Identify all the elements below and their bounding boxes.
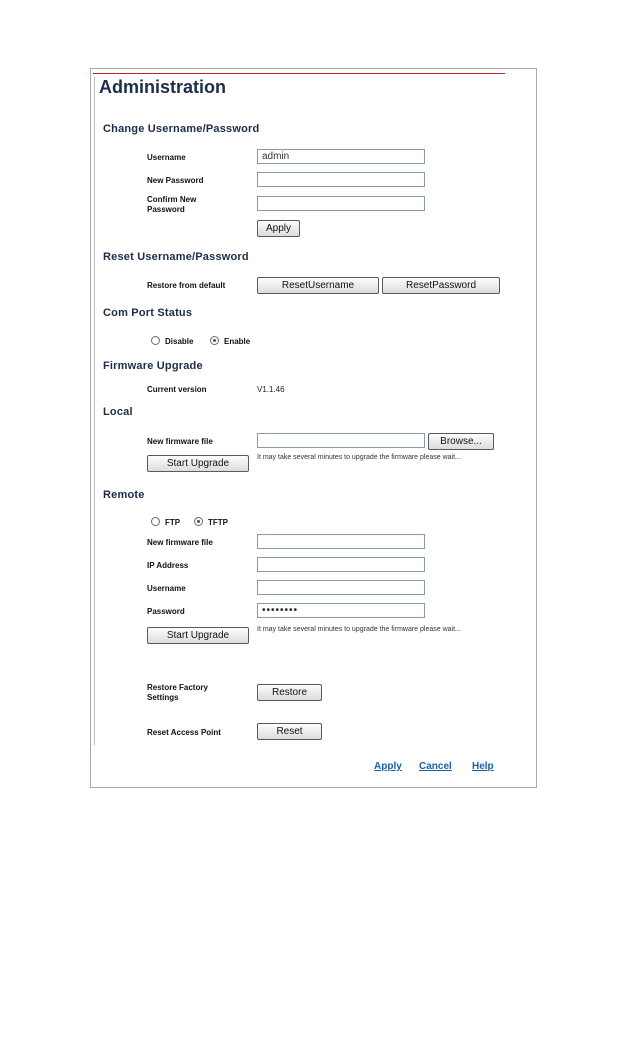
change-credentials-heading: Change Username/Password xyxy=(103,123,260,135)
restore-button[interactable]: Restore xyxy=(257,684,322,701)
local-start-upgrade-button[interactable]: Start Upgrade xyxy=(147,455,249,472)
remote-heading: Remote xyxy=(103,489,145,501)
com-port-heading: Com Port Status xyxy=(103,307,193,319)
local-upgrade-note: It may take several minutes to upgrade the firmware please wait... xyxy=(257,454,461,461)
browse-button[interactable]: Browse... xyxy=(428,433,494,450)
remote-username-label: Username xyxy=(147,584,186,593)
local-file-label: New firmware file xyxy=(147,437,213,446)
new-password-label: New Password xyxy=(147,176,204,185)
current-version-label: Current version xyxy=(147,385,207,394)
ftp-label: FTP xyxy=(165,518,181,527)
new-password-input[interactable] xyxy=(257,172,425,187)
restore-default-label: Restore from default xyxy=(147,281,226,290)
remote-file-input[interactable] xyxy=(257,534,425,549)
ip-address-label: IP Address xyxy=(147,561,189,570)
reset-ap-button[interactable]: Reset xyxy=(257,723,322,740)
title-underline xyxy=(93,73,505,74)
remote-password-input[interactable]: •••••••• xyxy=(257,603,425,618)
remote-upgrade-note: It may take several minutes to upgrade the firmware please wait... xyxy=(257,626,461,633)
com-disable-radio[interactable] xyxy=(151,336,160,345)
com-enable-label: Enable xyxy=(224,337,251,346)
local-heading: Local xyxy=(103,406,133,418)
firmware-heading: Firmware Upgrade xyxy=(103,360,203,372)
apply-credentials-button[interactable]: Apply xyxy=(257,220,300,237)
ftp-radio[interactable] xyxy=(151,517,160,526)
page-title: Administration xyxy=(99,77,227,97)
footer-cancel-link[interactable]: Cancel xyxy=(419,761,452,772)
confirm-password-input[interactable] xyxy=(257,196,425,211)
tftp-radio[interactable] xyxy=(194,517,203,526)
administration-panel xyxy=(90,68,537,788)
footer-apply-link[interactable]: Apply xyxy=(374,761,402,772)
left-rule xyxy=(94,77,95,745)
confirm-password-label: Confirm New Password xyxy=(147,195,197,214)
footer-help-link[interactable]: Help xyxy=(472,761,494,772)
reset-credentials-heading: Reset Username/Password xyxy=(103,251,249,263)
local-file-input[interactable] xyxy=(257,433,425,448)
remote-username-input[interactable] xyxy=(257,580,425,595)
ip-address-input[interactable] xyxy=(257,557,425,572)
tftp-label: TFTP xyxy=(208,518,228,527)
remote-start-upgrade-button[interactable]: Start Upgrade xyxy=(147,627,249,644)
remote-file-label: New firmware file xyxy=(147,538,213,547)
reset-ap-label: Reset Access Point xyxy=(147,728,221,737)
username-input[interactable]: admin xyxy=(257,149,425,164)
current-version-value: V1.1.46 xyxy=(257,385,285,394)
com-enable-radio[interactable] xyxy=(210,336,219,345)
reset-username-button[interactable]: ResetUsername xyxy=(257,277,379,294)
restore-factory-label: Restore Factory Settings xyxy=(147,683,208,702)
com-disable-label: Disable xyxy=(165,337,194,346)
remote-password-label: Password xyxy=(147,607,185,616)
username-label: Username xyxy=(147,153,186,162)
reset-password-button[interactable]: ResetPassword xyxy=(382,277,500,294)
